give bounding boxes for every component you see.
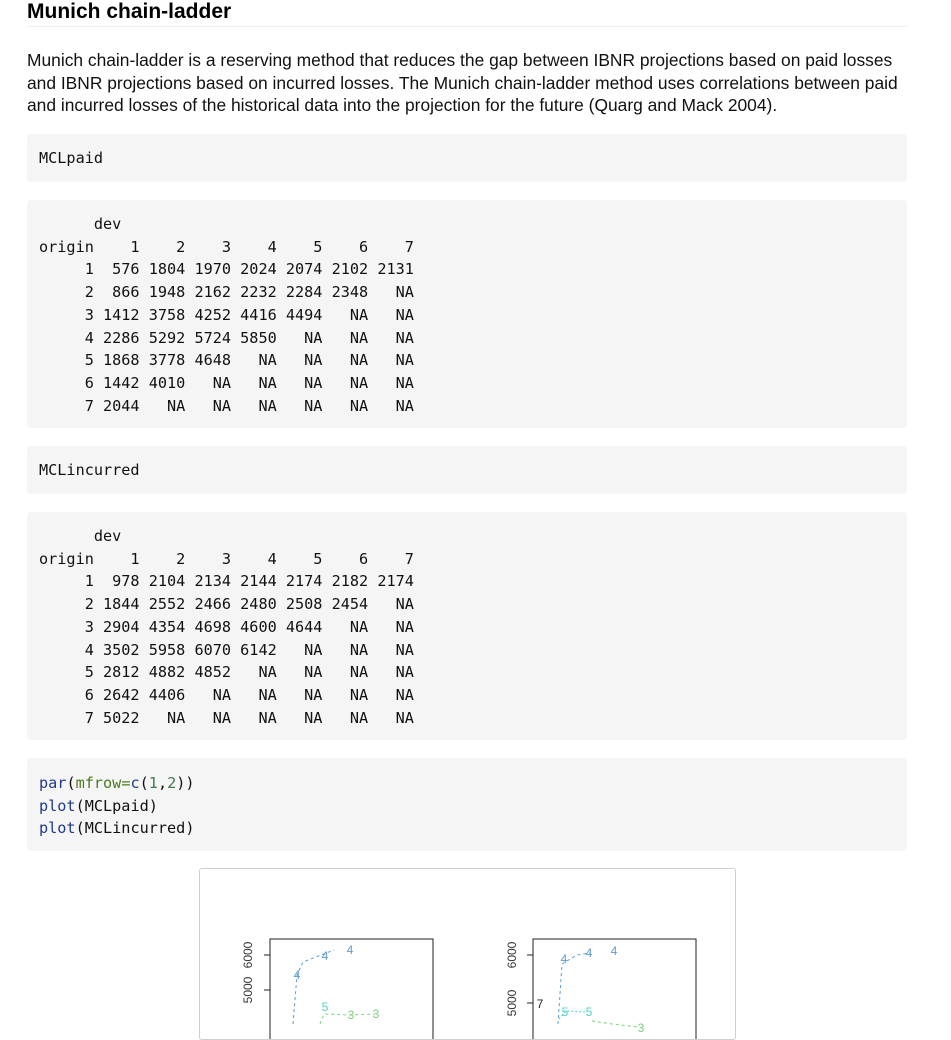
right-point: 4 [610, 944, 618, 958]
document-page [27, 0, 907, 838]
code-num: 1 [148, 774, 158, 792]
left-point: 3 [372, 1007, 380, 1021]
left-point: 4 [293, 968, 301, 982]
code-arg: MCLincurred [84, 819, 186, 838]
left-point: 4 [321, 949, 329, 963]
left-panel [241, 939, 433, 1039]
plot-code: par(mfrow=c(1,2)) plot(MCLpaid) plot(MCLincurred) [39, 774, 195, 838]
output-text: dev origin 1 2 3 4 5 6 7 1 978 2104 2134 2144 2174 2182 2174 2 1844 2552 2466 2480 2508 2454 NA 3 2904 4354 4698 4600 4644 NA NA 4 3502 5958 6070 6142 NA NA NA 5 2812 4882 4852 NA NA NA NA 6 2642 4406 NA NA NA NA NA 7 5022 NA NA NA NA NA NA [39, 527, 414, 727]
right-point: 3 [637, 1021, 645, 1035]
right-panel [505, 939, 696, 1039]
code-fn: par [39, 774, 67, 792]
right-point: 5 [585, 1005, 593, 1019]
section-heading: Munich chain-ladder [27, 0, 907, 27]
right-point: 5 [561, 1005, 569, 1019]
code-arg: MCLpaid [84, 796, 149, 815]
left-point: 4 [346, 943, 354, 957]
right-series-line [592, 1021, 638, 1027]
code-block-plot [27, 758, 907, 851]
left-point: 5 [321, 1000, 329, 1014]
intro-paragraph: Munich chain-ladder is a reserving method that reduces the gap between IBNR projections based on paid losses and IBNR projections based on incurred losses. The Munich chain-ladder method uses correlations between paid and incurred losses of the historical data into the projection for the future (Quarg and Mack 2004). [27, 50, 898, 115]
right-ytick-label: 5000 [505, 989, 519, 1017]
right-point: 4 [560, 952, 568, 966]
code-fn: plot [39, 796, 76, 815]
code-text: MCLpaid [39, 149, 104, 167]
code-fn: plot [39, 819, 76, 838]
left-point: 3 [347, 1008, 355, 1022]
code-eq: = [121, 774, 131, 792]
code-block-mclpaid [27, 134, 907, 182]
plot-image [199, 868, 736, 1040]
right-point: 7 [536, 997, 544, 1011]
right-point: 4 [585, 946, 593, 960]
code-text: MCLincurred [39, 461, 140, 479]
code-num: 2 [167, 774, 177, 792]
code-arg: mfrow [75, 774, 122, 792]
right-ytick-label: 6000 [505, 941, 519, 969]
code-fn: c [130, 774, 140, 792]
plot-svg [200, 869, 735, 1039]
left-ytick-label: 6000 [241, 941, 255, 969]
output-block-mclincurred [27, 512, 907, 740]
output-block-mclpaid [27, 200, 907, 428]
output-text: dev origin 1 2 3 4 5 6 7 1 576 1804 1970 2024 2074 2102 2131 2 866 1948 2162 2232 2284 2348 NA 3 1412 3758 4252 4416 4494 NA NA 4 2286 5292 5724 5850 NA NA NA 5 1868 3778 4648 NA NA NA NA 6 1442 4010 NA NA NA NA NA 7 2044 NA NA NA NA NA NA [39, 215, 414, 415]
code-block-mclincurred [27, 446, 907, 494]
left-ytick-label: 5000 [241, 976, 255, 1004]
